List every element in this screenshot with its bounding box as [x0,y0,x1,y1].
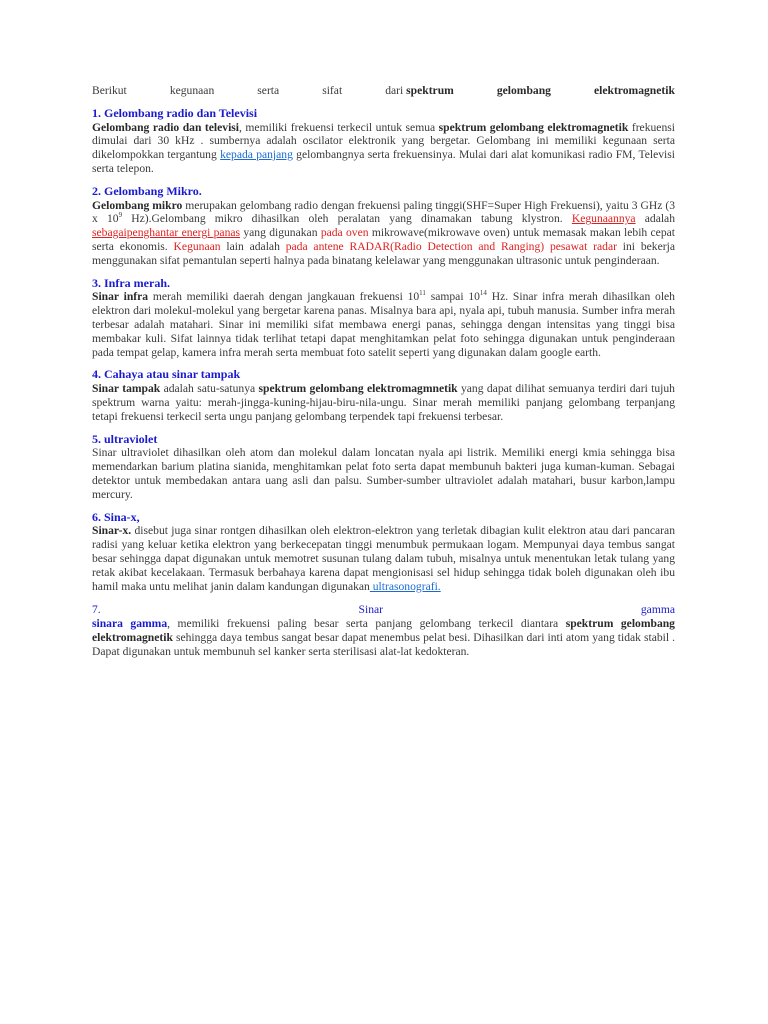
body-text: Hz).Gelombang mikro dihasilkan oleh peralatan yang dinamakan tabung klystron. [122,212,572,226]
section-heading-gamma [92,603,675,617]
section-heading-radio: 1. Gelombang radio dan Televisi [92,105,258,120]
section-body-cahaya [92,382,675,423]
body-text: adalah satu-satunya [160,382,259,396]
section-body-gamma [92,617,675,658]
link-ultrasonografi[interactable]: ultrasonografi. [369,579,441,593]
body-text: sehingga daya tembus sangat besar dapat menembus pelat besi. Dihasilkan dari inti atom yang tidak stabil . Dapat digunakan untuk membunuh sel kanker serta sterilisasi alat-lat kedokteran. [92,630,675,658]
intro-bold-word: elektromagnetik [593,84,675,97]
section-heading-sinar-x: 6. Sina-x, [92,509,140,524]
highlight-text: pada oven [320,226,369,240]
intro-word: Berikut [92,84,127,97]
body-text: Hz. Sinar infra merah dihasilkan oleh elektron dari molekul-molekul yang bergetar karena panas. Misalnya bara api, nyala api, tubuh manusia. Sumber infra merah terbesar adalah matahari. Sinar ini memiliki sifat membawa energi panas, sehingga dengan intensitas yang tinggi bisa membakar kuli. Sifat lainnya tidak terlihat tetapi dapat menghitamkan pelat foto sehingga digunakan untuk penginderaan pada tempat gelap, kamera infra merah serta membuat foto satelit seperti yang digunakan dalam google earth. [92,290,675,359]
superscript: 9 [118,211,123,220]
intro-bold-word: spektrum [406,84,454,97]
section-body-infra [92,290,675,359]
link-kepada-panjang[interactable]: kepada panjang [220,148,293,162]
body-text: lain adalah [220,239,286,253]
superscript: 11 [419,289,426,298]
bold-term: Gelombang mikro [92,198,183,212]
section-body-radio [92,121,675,176]
bold-term: Gelombang radio dan televisi [92,120,240,134]
bold-term: spektrum gelombang elektromagnetik [438,120,629,134]
superscript: 14 [479,289,487,298]
heading-word: Sinar [358,603,384,617]
bold-term: Sinar tampak [92,382,161,396]
highlight-text: Kegunaan [173,239,221,253]
intro-bold-word: gelombang [496,84,551,97]
body-text: yang dapat dilihat semuanya terdiri dari tujuh spektrum warna yaitu: merah-jingga-kuning-hijau-biru-nila-ungu. Sinar merah memiliki panjang gelombang terpanjang tetapi frekuensi terkecil serta ungu panjang gelombang terpendek tapi frekuensi terbesar. [92,382,675,423]
body-text: yang digunakan [240,226,321,240]
body-text: disebut juga sinar rontgen dihasilkan oleh elektron-elektron yang terletak dibagian kulit elektron atau dari pancaran radisi yang keluar ketika elektron yang berkecepatan tinggi menumbuk permukaan logam. Mempunyai daya tembus sangat besar sehingga dapat digunakan untuk memotret susunan tulang dalam tubuh, misalnya untuk menentukan letak tulang yang retak akibat kecelakaan. Termasuk berbahaya karena dapat mengionisasi sel hidup sehingga tidak boleh digunakan oleh ibu hamil maka untu melihat janin dalam kandungan digunakan [92,524,675,593]
body-text: sampai 10 [425,290,480,304]
body-text: Sinar ultraviolet dihasilkan oleh atom dan molekul dalam loncatan nyala api listrik. Memiliki energi kmia sehingga bisa memendarkan barium platina sianida, menghitamkan pelat foto serta dapat membunuh bakteri juga kuman-kuman. Sebagai detektor untuk membedakan antara uang asli dan palsu. Sumber-sumber ultraviolet adalah matahari, busur karbon,lampu mercury. [92,446,675,501]
section-heading-cahaya: 4. Cahaya atau sinar tampak [92,367,241,382]
highlight-text: pada antene RADAR(Radio Detection and Ranging) pesawat radar [285,239,617,253]
intro-word-dari: dari [385,84,404,97]
body-text: frekuensi dimulai dari 30 kHz . sumbernya adalah oscilator elektronik yang bergetar. Gelombang ini memiliki kegunaan serta dikelompokkan tergantung [92,120,675,162]
body-text: , memiliki frekuensi paling besar serta panjang gelombang terkecil diantara [167,617,566,631]
intro-word: kegunaan [169,84,215,97]
highlight-text: sebagaipenghantar energi panas [92,226,241,240]
intro-line [92,84,675,98]
intro-word [385,84,454,98]
bold-term: Sinar infra [92,290,149,304]
section-body-ultraviolet [92,446,675,501]
heading-word: gamma [640,603,675,617]
section-heading-infra: 3. Infra merah. [92,275,170,290]
intro-word: sifat [322,84,343,97]
section-body-mikro [92,199,675,268]
section-body-sinar-x [92,524,675,593]
section-heading-mikro: 2. Gelombang Mikro. [92,183,202,198]
body-text: merah memiliki daerah dengan jangkauan frekuensi 10 [148,290,420,304]
intro-word: serta [257,84,280,97]
body-text: merupakan gelombang radio dengan frekuensi paling tinggi(SHF=Super High Frekuensi), yaitu 3 GHz (3 x 10 [92,198,675,226]
body-text: adalah [635,212,676,226]
bold-term: spektrum gelombang elektromagmnetik [258,382,458,396]
highlight-text: Kegunaannya [571,212,636,226]
bold-term: Sinar-x. [92,524,132,538]
body-text: gelombangnya serta frekuensinya. Mulai dari alat komunikasi radio FM, Televisi serta telepon. [92,148,675,175]
document-body [92,84,675,658]
body-text: ini bekerja menggunakan sifat pemantulan seperti halnya pada binatang kelelawar yang menggunakan ultrasonic untuk penginderaan. [92,239,675,267]
body-text: , memiliki frekuensi terkecil untuk semua [239,120,439,134]
heading-word: 7. [92,603,101,617]
body-text: mikrowave(mikrowave oven) untuk memasak makan lebih cepat serta ekonomis. [92,226,675,253]
section-heading-ultraviolet: 5. ultraviolet [92,431,158,446]
bold-term: sinara gamma [92,617,168,631]
bold-term: spektrum gelombang elektromagnetik [92,617,675,644]
